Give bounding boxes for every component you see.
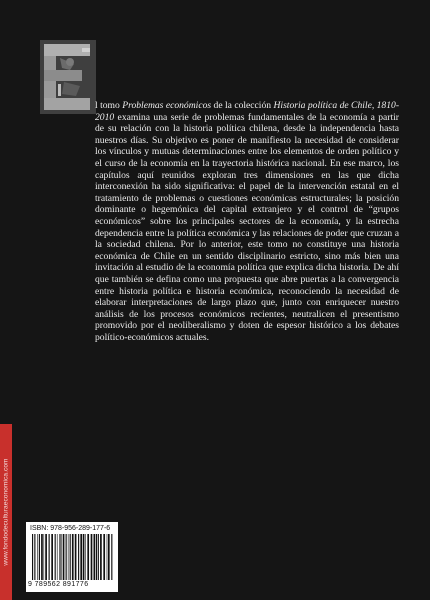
barcode-bar (75, 534, 77, 580)
barcode-icon (30, 534, 114, 580)
isbn-label: ISBN: 978-956-289-177-6 (30, 525, 111, 532)
barcode-bar (111, 534, 112, 580)
barcode-bar (98, 534, 99, 580)
text-segment: l tomo (95, 100, 123, 111)
barcode-bar (78, 534, 79, 580)
italic-title-segment: Problemas económicos (122, 100, 212, 111)
barcode-bar (85, 534, 86, 580)
barcode-bar (39, 534, 40, 580)
back-cover-description (95, 100, 399, 343)
barcode-bar (41, 534, 43, 580)
barcode-bar (32, 534, 33, 580)
barcode-bar (83, 534, 85, 580)
barcode-bar (100, 534, 102, 580)
description-paragraph (95, 100, 399, 343)
publisher-url-strip (0, 424, 12, 600)
barcode-bar (49, 534, 50, 580)
barcode-bar (51, 534, 53, 580)
barcode-bar (96, 534, 97, 580)
text-segment: de la colección (211, 100, 274, 111)
barcode-bar (44, 534, 45, 580)
statue-photo-icon (40, 40, 96, 114)
barcode-block (26, 522, 118, 592)
barcode-bar (60, 534, 61, 580)
barcode-bar (37, 534, 38, 580)
italic-title-segment: Historia política de Chile, 1810-2010 (95, 100, 400, 123)
barcode-bar (34, 534, 35, 580)
barcode-bar (91, 534, 93, 580)
text-segment: examina una serie de problemas fundamentales de la economía a partir de su relación con la historia política chilena, desde la independencia hasta nuestros días. Su objetivo es poner de manifiesto la necesidad de considerar los vínculos y mutuas determinaciones entre los elementos de orden político y el curso de la economía en la trayectoria histórica nacional. En ese marco, los capítulos aquí reunidos exploran tres dimensiones en las que dicha interconexión ha sido significativa: el papel de la intervención estatal en el tratamiento de problemas o cuestiones económicas estructurales; la posición dominante o hegemónica del capital extranjero y el control de “grupos económicos” sobre los principales sectores de la economía, y la estrecha dependencia entre la política económica y las relaciones de poder que cruzan a la sociedad chilena. Por lo anterior, este tomo no constituye una historia económica de Chile en un sentido disciplinario estricto, sino más bien una invitación al estudio de la economía política que explica dicha historia. De ahí que también se defina como una propuesta que abre puertas a la convergencia entre historia política e historia económica, reconociendo la necesidad de elaborar interpretaciones de largo plazo que, junto con enriquecer nuestro análisis de los procesos económicos recientes, neutralicen el presentismo promovido por el neoliberalismo y doten de espesor histórico a los debates político-económicos actuales. (95, 111, 399, 343)
drop-cap-image (40, 40, 96, 114)
barcode-bar (70, 534, 71, 580)
barcode-bar (108, 534, 110, 580)
barcode-bar (57, 534, 58, 580)
barcode-bar (66, 534, 67, 580)
barcode-bar (59, 534, 60, 580)
publisher-url: www.fondodeculturaeconomica.com (2, 458, 10, 566)
barcode-bar (72, 534, 74, 580)
barcode-bar (63, 534, 65, 580)
barcode-bar (45, 534, 47, 580)
barcode-bar (87, 534, 89, 580)
barcode-bar (68, 534, 69, 580)
barcode-digits: 9 789562 891776 (28, 581, 89, 588)
barcode-bar (107, 534, 108, 580)
barcode-bar (80, 534, 82, 580)
barcode-bar (55, 534, 56, 580)
barcode-bar (103, 534, 105, 580)
barcode-bar (94, 534, 96, 580)
